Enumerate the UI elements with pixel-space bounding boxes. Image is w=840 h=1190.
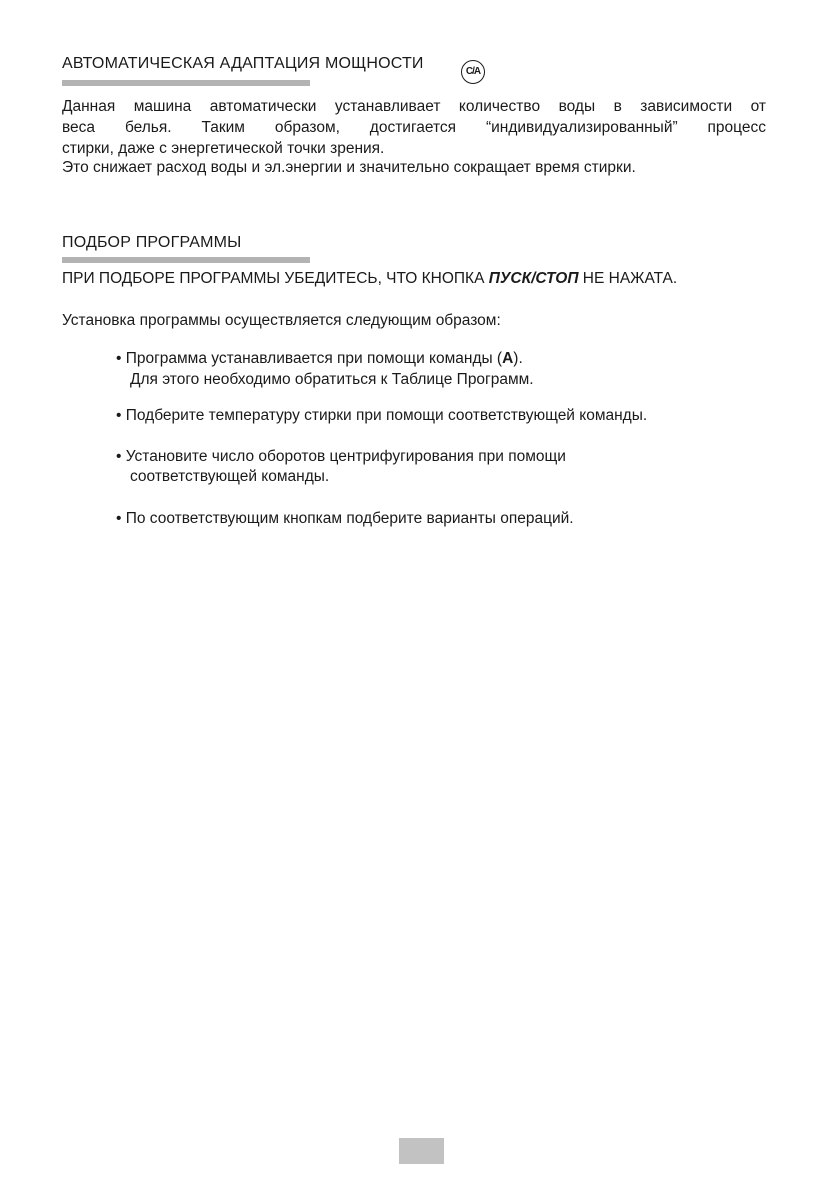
section-title-power-adaptation: АВТОМАТИЧЕСКАЯ АДАПТАЦИЯ МОЩНОСТИ (62, 55, 424, 72)
section-title-underline (62, 257, 310, 263)
page-number-box (399, 1138, 444, 1164)
section-title-program-selection: ПОДБОР ПРОГРАММЫ (62, 234, 242, 251)
warning-line (62, 268, 677, 289)
bullet-item (116, 348, 523, 369)
start-stop-button-label: ПУСК/СТОП (488, 270, 579, 287)
intro-line: Установка программы осуществляется следующим образом: (62, 312, 501, 329)
cva-badge-icon: C/A (461, 60, 485, 84)
bullet-continuation: Для этого необходимо обратиться к Таблице Программ. (130, 371, 534, 388)
paragraph-line: стирки, даже с энергетической точки зрения. (62, 140, 385, 157)
bullet-continuation: соответствующей команды. (130, 468, 330, 485)
bullet-text: • Программа устанавливается при помощи команды ( (116, 350, 503, 367)
bullet-text: ). (513, 350, 523, 367)
bullet-item: • Установите число оборотов центрифугирования при помощи (116, 448, 566, 465)
warning-prefix: ПРИ ПОДБОРЕ ПРОГРАММЫ УБЕДИТЕСЬ, ЧТО КНОПКА (62, 270, 489, 287)
paragraph-line: Данная машина автоматически устанавливает количество воды в зависимости от (62, 98, 766, 115)
bullet-item: • По соответствующим кнопкам подберите варианты операций. (116, 510, 574, 527)
paragraph-line: Это снижает расход воды и эл.энергии и значительно сокращает время стирки. (62, 159, 636, 176)
warning-suffix: НЕ НАЖАТА. (578, 270, 678, 287)
paragraph-line: веса белья. Таким образом, достигается “индивидуализированный” процесс (62, 119, 766, 136)
bullet-item: • Подберите температуру стирки при помощи соответствующей команды. (116, 407, 648, 424)
command-letter: A (502, 350, 514, 367)
section-title-underline (62, 80, 310, 86)
